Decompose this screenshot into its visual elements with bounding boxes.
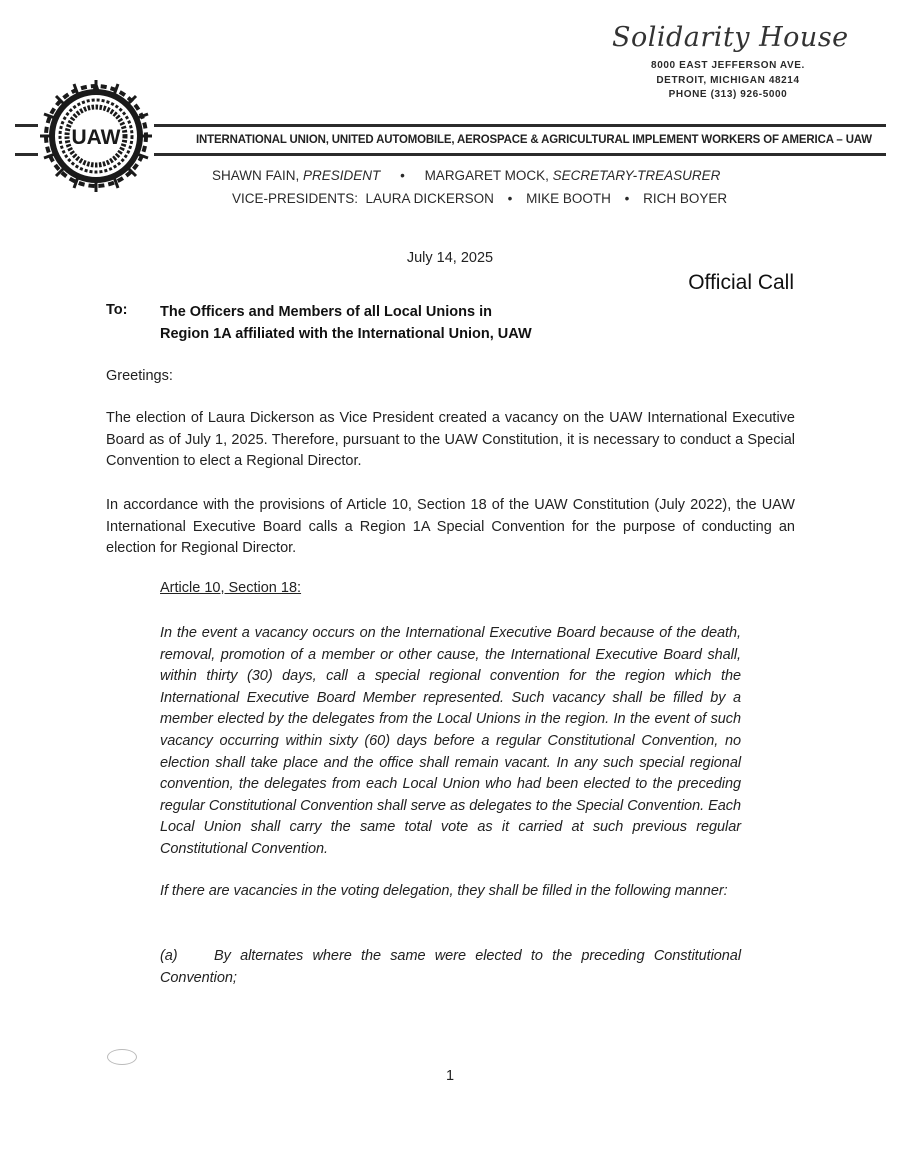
vp-name: LAURA DICKERSON — [365, 191, 494, 206]
list-item-text: By alternates where the same were elected to the preceding Constitutional Convention; — [160, 948, 741, 986]
president-name: SHAWN FAIN, — [212, 168, 300, 183]
letter-heading: Official Call — [688, 271, 794, 294]
list-item-label: (a) — [160, 948, 178, 964]
address-city: DETROIT, MICHIGAN 48214 — [656, 74, 800, 86]
uaw-gear-emblem-icon — [38, 78, 154, 194]
uaw-logo — [38, 78, 154, 194]
paragraph: The election of Laura Dickerson as Vice President created a vacancy on the UAW International Executive Board as of July 1, 2025. Therefore, pursuant to the UAW Constitution, it is necessary to conduct a Special Convention to elect a Regional Director. — [106, 410, 795, 469]
recipient-line: Region 1A affiliated with the International Union, UAW — [160, 325, 532, 342]
separator-dot: • — [507, 191, 513, 206]
svg-text:UAW: UAW — [71, 126, 121, 149]
constitution-quote: If there are vacancies in the voting delegation, they shall be filled in the following manner: — [160, 883, 728, 899]
greeting: Greetings: — [106, 368, 173, 384]
building-name: Solidarity House — [612, 22, 849, 53]
letter-date: July 14, 2025 — [406, 250, 494, 266]
constitution-quote: In the event a vacancy occurs on the International Executive Board because of the death, removal, promotion of a member or other cause, the International Executive Board shall, within thirty (30) days, call a special regional convention for the region which the International Executive Board Member represented. Such vacancy shall be filled by a member elected by the delegates from the Local Unions in the region. In the event of such vacancy occurring within sixty (60) days before a regular Constitutional Convention, no election shall take place and the office shall remain vacant. In any such special regional convention, the delegates from each Local Union who had been elected to the preceding regular Constitutional Convention shall serve as delegates to the Special Convention. Each Local Union shall carry the same total vote as it carried at such previous regular Constitutional Convention. — [160, 625, 741, 857]
recipient-line: The Officers and Members of all Local Unions in — [160, 304, 492, 320]
article-heading: Article 10, Section 18: — [160, 580, 302, 596]
page-number: 1 — [445, 1068, 455, 1084]
secretary-title: SECRETARY-TREASURER — [552, 168, 721, 183]
address-street: 8000 EAST JEFFERSON AVE. — [651, 60, 805, 71]
vp-label: VICE-PRESIDENTS: — [232, 191, 359, 206]
list-item-a — [160, 946, 741, 989]
vp-name: RICH BOYER — [643, 191, 728, 206]
to-label: To: — [106, 302, 128, 318]
address-phone: PHONE (313) 926-5000 — [668, 89, 788, 100]
separator-dot: • — [624, 191, 630, 206]
paragraph: In accordance with the provisions of Article 10, Section 18 of the UAW Constitution (July 2022), the UAW International Executive Board calls a Region 1A Special Convention for the purpose of conducting an election for Regional Director. — [106, 497, 795, 556]
union-label-bug-icon — [107, 1049, 137, 1065]
address-block — [600, 59, 856, 103]
recipient-block — [160, 302, 532, 345]
secretary-name: MARGARET MOCK, — [424, 168, 549, 183]
officers-line — [212, 168, 720, 183]
president-title: PRESIDENT — [303, 168, 381, 183]
union-full-name: INTERNATIONAL UNION, UNITED AUTOMOBILE, AEROSPACE & AGRICULTURAL IMPLEMENT WORKERS OF AMERICA – UAW — [196, 132, 872, 146]
vp-name: MIKE BOOTH — [526, 191, 611, 206]
vice-presidents-line — [232, 191, 727, 206]
separator-dot: • — [400, 168, 405, 183]
